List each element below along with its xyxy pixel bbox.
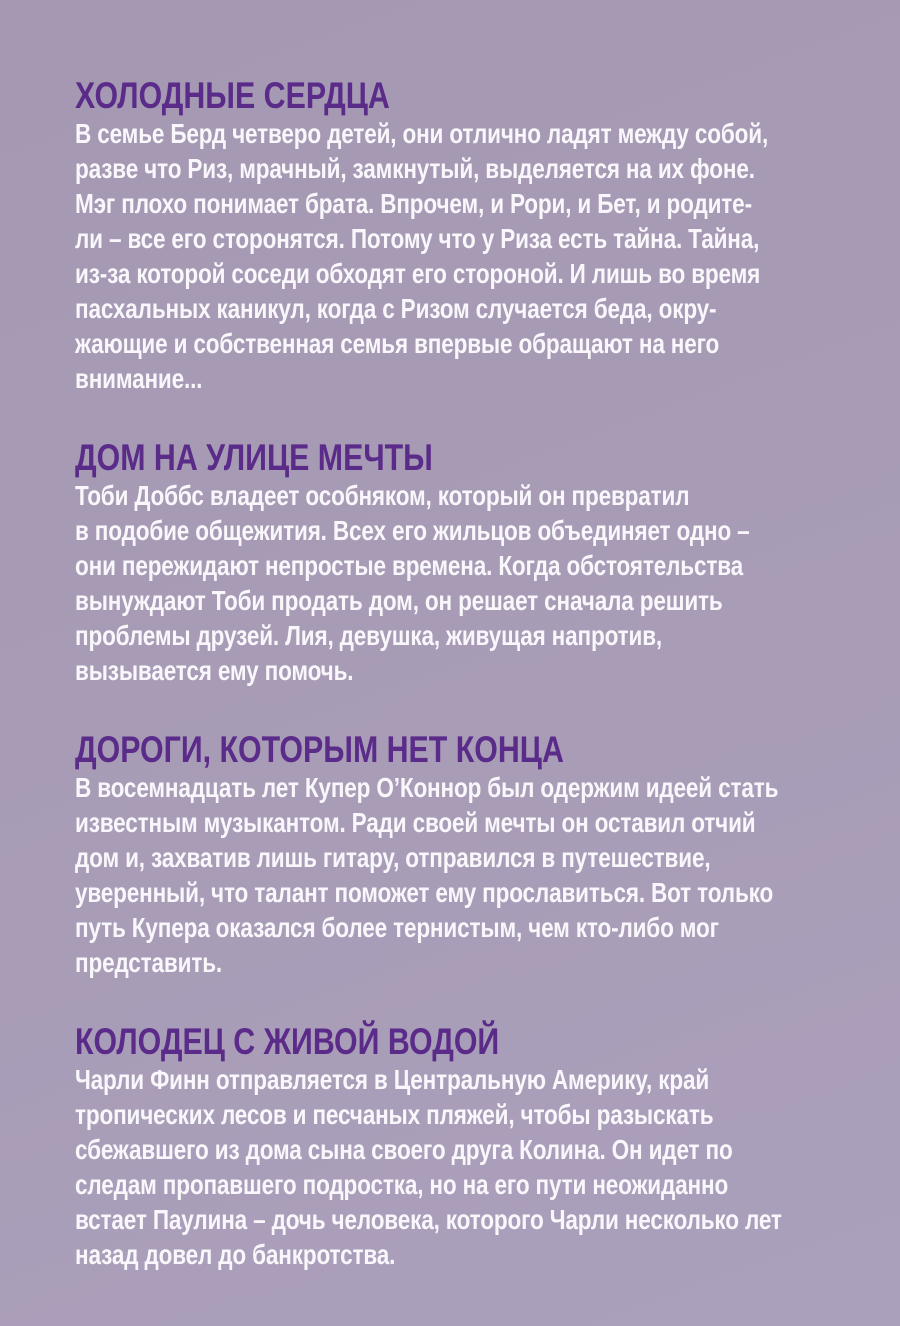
body-line: разве что Риз, мрачный, замкнутый, выделяется на их фоне. (75, 153, 755, 184)
section-title: ДОРОГИ, КОТОРЫМ НЕТ КОНЦА (75, 729, 564, 770)
body-line: уверенный, что талант поможет ему прославиться. Вот только (75, 877, 774, 908)
body-line: внимание... (75, 363, 203, 394)
body-line: вынуждают Тоби продать дом, он решает сначала решить (75, 585, 723, 616)
section-lines (75, 770, 825, 980)
body-line: они пережидают непростые времена. Когда обстоятельства (75, 550, 744, 581)
body-line: встает Паулина – дочь человека, которого Чарли несколько лет (75, 1204, 782, 1235)
body-line: Тоби Доббс владеет особняком, который он превратил (75, 480, 690, 511)
annotation-section (75, 730, 825, 980)
section-lines (75, 478, 825, 688)
body-line: назад довел до банкротства. (75, 1239, 396, 1270)
body-line: Мэг плохо понимает брата. Впрочем, и Рори, и Бет, и родите- (75, 188, 752, 219)
body-line: представить. (75, 947, 223, 978)
body-line: В восемнадцать лет Купер О’Коннор был одержим идеей стать (75, 772, 779, 803)
section-title: КОЛОДЕЦ С ЖИВОЙ ВОДОЙ (75, 1021, 500, 1062)
body-line: ли – все его сторонятся. Потому что у Риза есть тайна. Тайна, (75, 223, 760, 254)
body-line: проблемы друзей. Лия, девушка, живущая напротив, (75, 620, 663, 651)
body-line: В семье Берд четверо детей, они отлично ладят между собой, (75, 118, 769, 149)
section-lines (75, 116, 825, 396)
body-line: в подобие общежития. Всех его жильцов объединяет одно – (75, 515, 750, 546)
section-title: ХОЛОДНЫЕ СЕРДЦА (75, 75, 390, 116)
body-line: пасхальных каникул, когда с Ризом случается беда, окру- (75, 293, 717, 324)
body-line: из-за которой соседи обходят его стороной. И лишь во время (75, 258, 761, 289)
body-line: путь Купера оказался более тернистым, чем кто-либо мог (75, 912, 719, 943)
annotation-section (75, 76, 825, 396)
body-line: Чарли Финн отправляется в Центральную Америку, край (75, 1064, 710, 1095)
body-line: вызывается ему помочь. (75, 655, 354, 686)
body-line: дом и, захватив лишь гитару, отправился в путешествие, (75, 842, 711, 873)
body-line: жающие и собственная семья впервые обращают на него (75, 328, 720, 359)
sections (75, 76, 825, 1272)
body-line: следам пропавшего подростка, но на его пути неожиданно (75, 1169, 729, 1200)
annotation-section (75, 1022, 825, 1272)
section-title: ДОМ НА УЛИЦЕ МЕЧТЫ (75, 437, 433, 478)
body-line: тропических лесов и песчаных пляжей, чтобы разыскать (75, 1099, 714, 1130)
body-line: известным музыкантом. Ради своей мечты он оставил отчий (75, 807, 756, 838)
annotation-section (75, 438, 825, 688)
section-lines (75, 1062, 825, 1272)
body-line: сбежавшего из дома сына своего друга Колина. Он идет по (75, 1134, 733, 1165)
